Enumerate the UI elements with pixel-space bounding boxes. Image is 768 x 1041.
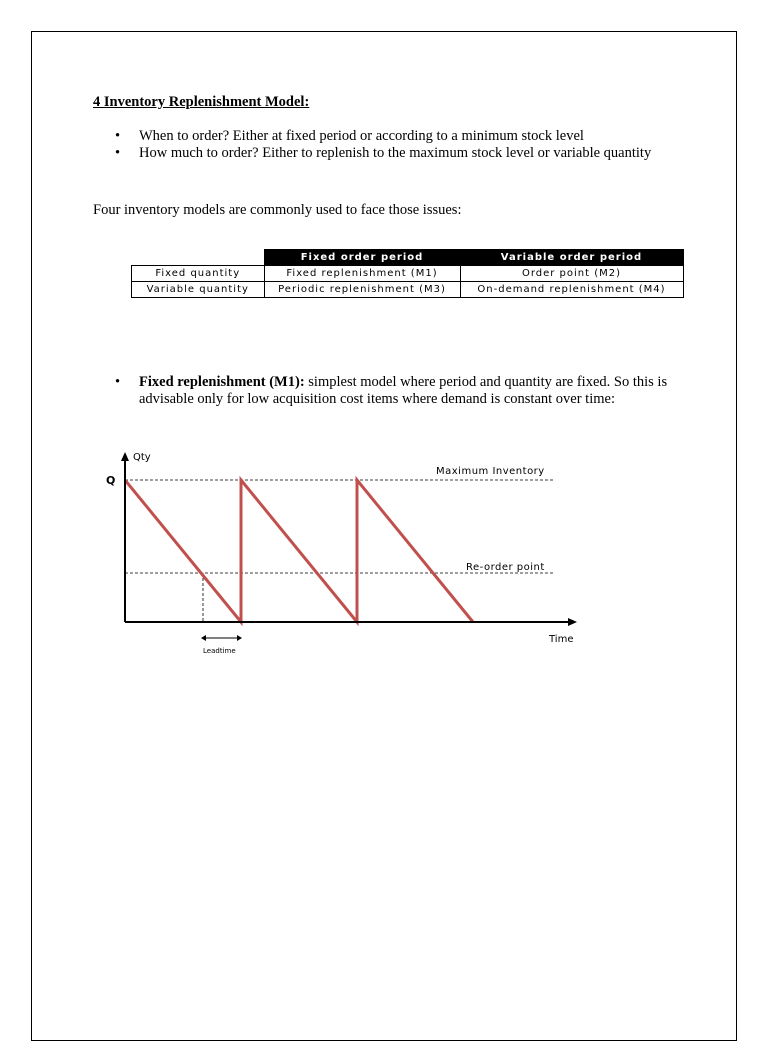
table-row xyxy=(132,282,684,298)
sawtooth-diagram xyxy=(90,444,590,659)
table-corner-cell xyxy=(132,250,265,266)
list-item-text: When to order? Either at fixed period or according to a minimum stock level xyxy=(139,128,584,144)
x-axis-label: Time xyxy=(549,634,574,645)
leadtime-label: Leadtime xyxy=(203,647,236,655)
inventory-line xyxy=(125,480,473,622)
x-axis-arrow-icon xyxy=(568,618,577,626)
list-item xyxy=(93,128,653,145)
intro-paragraph: Four inventory models are commonly used to face those issues: xyxy=(93,202,462,218)
table-cell: On-demand replenishment (M4) xyxy=(460,282,683,298)
column-header: Fixed order period xyxy=(264,250,460,266)
bullet-icon: • xyxy=(115,145,121,161)
models-table xyxy=(131,249,684,298)
m1-text: simplest model where period and quantity are fixed. So this is advisable only for low acquisition cost items where demand is constant over time: xyxy=(139,374,668,407)
table-row xyxy=(132,266,684,282)
question-list xyxy=(93,128,653,162)
list-item xyxy=(93,145,653,162)
column-header: Variable order period xyxy=(460,250,683,266)
y-axis-arrow-icon xyxy=(121,452,129,461)
bullet-icon: • xyxy=(115,374,121,390)
y-axis-label: Qty xyxy=(133,452,151,463)
list-item-text: How much to order? Either to replenish to the maximum stock level or variable quantity xyxy=(139,145,652,161)
bullet-icon: • xyxy=(115,128,121,144)
q-label: Q xyxy=(106,474,116,487)
table-cell: Fixed replenishment (M1) xyxy=(264,266,460,282)
m1-title: Fixed replenishment (M1): xyxy=(139,374,305,390)
reorder-label: Re-order point xyxy=(466,562,545,573)
table-header-row xyxy=(132,250,684,266)
table-cell: Order point (M2) xyxy=(460,266,683,282)
table-cell: Periodic replenishment (M3) xyxy=(264,282,460,298)
row-label: Fixed quantity xyxy=(132,266,265,282)
row-label: Variable quantity xyxy=(132,282,265,298)
leadtime-left-arrow-icon xyxy=(201,635,206,641)
max-inventory-label: Maximum Inventory xyxy=(436,466,545,477)
section-heading: 4 Inventory Replenishment Model: xyxy=(93,94,310,110)
leadtime-right-arrow-icon xyxy=(237,635,242,641)
m1-paragraph xyxy=(93,374,673,408)
